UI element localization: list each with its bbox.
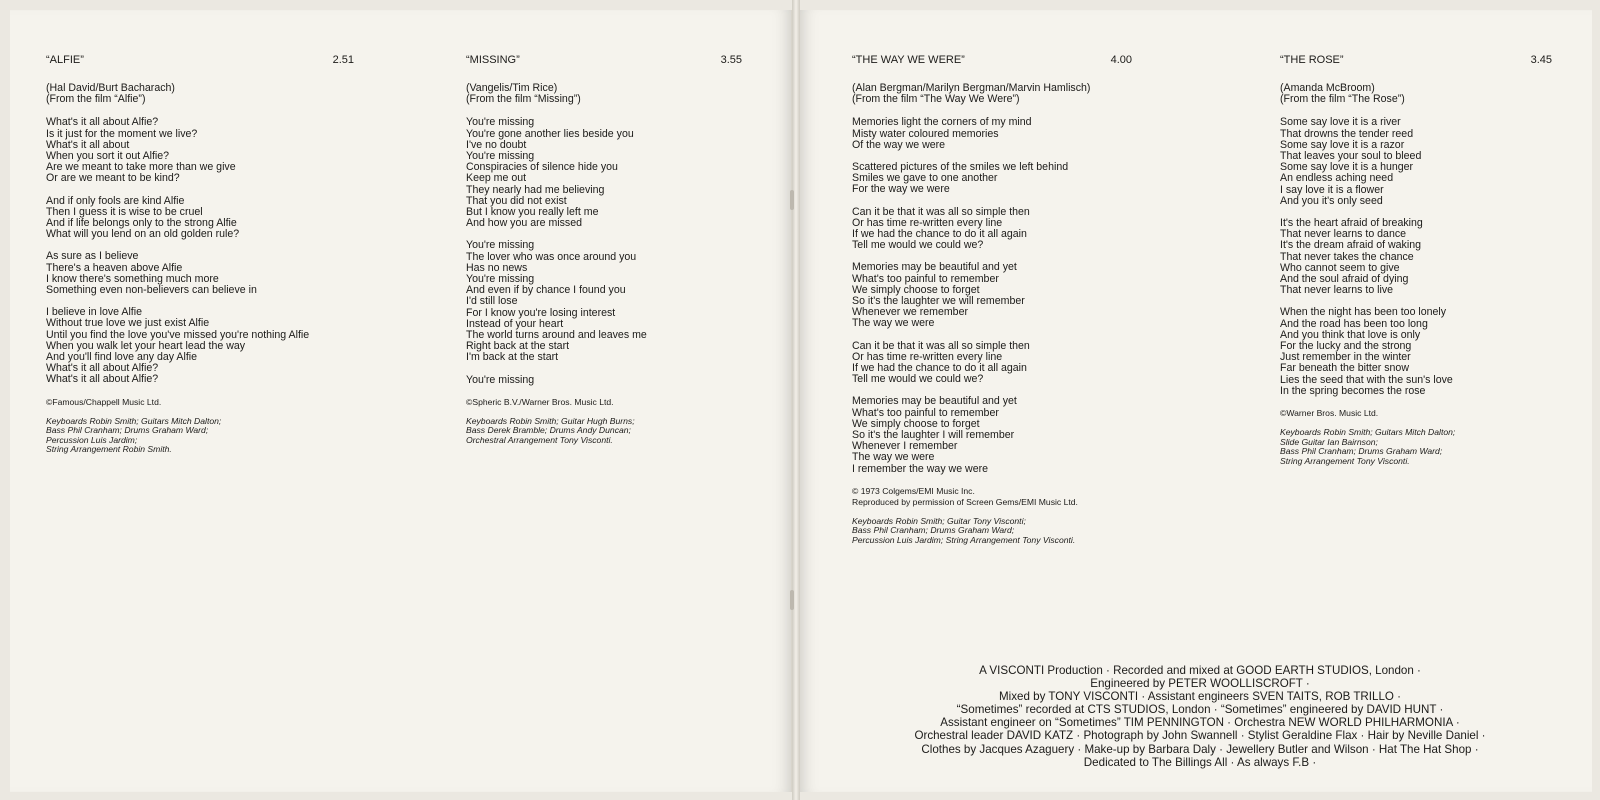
production-credit-line: Mixed by TONY VISCONTI · Assistant engineers SVEN TAITS, ROB TRILLO · — [998, 690, 1402, 704]
lyric-line: You're missing — [466, 239, 535, 252]
lyric-line: And even if by chance I found you — [466, 284, 626, 297]
song-block-the-way-we-were — [852, 55, 1132, 546]
lyric-line: When you sort it out Alfie? — [46, 150, 170, 163]
production-credit-line: “Sometimes” recorded at CTS STUDIOS, London · “Sometimes” engineered by DAVID HUNT · — [956, 703, 1444, 717]
song-header — [466, 55, 742, 69]
lyric-stanza — [852, 396, 1132, 474]
lyric-line: Memories may be beautiful and yet — [852, 395, 1017, 408]
musician-line: Keyboards Robin Smith; Guitars Mitch Dalton; — [46, 415, 222, 426]
credit-line: (Hal David/Burt Bacharach) — [46, 82, 175, 94]
lyric-line: I've no doubt — [466, 138, 527, 151]
lyric-line: Until you find the love you've missed you're nothing Alfie — [46, 328, 310, 341]
lyric-line: And if life belongs only to the strong Alfie — [46, 217, 237, 230]
lyric-line: Conspiracies of silence hide you — [466, 161, 618, 174]
song-duration: 4.00 — [1110, 54, 1132, 66]
lyric-line: In the spring becomes the rose — [1280, 384, 1426, 397]
lyric-line: And the soul afraid of dying — [1280, 273, 1409, 286]
song-block-alfie — [46, 55, 354, 455]
lyric-line: The way we were — [852, 451, 935, 464]
lyric-line: We simply choose to forget — [852, 283, 980, 296]
song-header — [46, 55, 354, 69]
lyric-line: What's it all about — [46, 138, 130, 151]
production-credits — [840, 664, 1560, 769]
lyric-line: Who cannot seem to give — [1280, 261, 1400, 274]
lyric-line: I know there's something much more — [46, 272, 219, 285]
lyric-line: Scattered pictures of the smiles we left behind — [852, 161, 1069, 174]
production-credit-line: Dedicated to The Billings All · As always F.B · — [1083, 755, 1317, 769]
lyric-line: If we had the chance to do it all again — [852, 228, 1027, 241]
lyric-line: Then I guess it is wise to be cruel — [46, 205, 203, 218]
lyric-line: If we had the chance to do it all again — [852, 362, 1027, 375]
lyric-line: Or has time re-written every line — [852, 216, 1003, 229]
lyric-line: And the road has been too long — [1280, 317, 1428, 330]
lyric-line: For the way we were — [852, 183, 950, 196]
lyric-line: Just remember in the winter — [1280, 351, 1411, 364]
lyric-line: They nearly had me believing — [466, 183, 605, 196]
credit-line: (From the film “Alfie”) — [46, 93, 146, 106]
staple — [790, 190, 794, 210]
musician-credits — [46, 417, 354, 455]
lyric-line: Some say love it is a razor — [1280, 138, 1405, 151]
lyric-stanza — [1280, 307, 1552, 397]
song-duration: 3.55 — [720, 54, 742, 66]
lyric-line: Instead of your heart — [466, 317, 564, 330]
lyric-stanza — [46, 196, 354, 241]
production-credit-line: Engineered by PETER WOOLLISCROFT · — [1090, 677, 1310, 691]
song-duration: 2.51 — [332, 54, 354, 66]
lyric-line: That never learns to dance — [1280, 228, 1407, 241]
lyric-line: When you walk let your heart lead the way — [46, 339, 246, 352]
musician-credits — [1280, 428, 1552, 466]
lyric-line: Or are we meant to be kind? — [46, 172, 180, 185]
song-header — [1280, 55, 1552, 69]
lyric-line: I remember the way we were — [852, 462, 989, 475]
lyric-line: So it's the laughter I will remember — [852, 429, 1015, 442]
lyric-line: For I know you're losing interest — [466, 306, 616, 319]
song-header — [852, 55, 1132, 69]
copyright-line: ©Warner Bros. Music Ltd. — [1280, 408, 1379, 419]
lyric-line: You're missing — [466, 150, 535, 163]
lyric-line: Something even non-believers can believe in — [46, 284, 257, 297]
production-credit-line: Assistant engineer on “Sometimes” TIM PENNINGTON · Orchestra NEW WORLD PHILHARMONIA · — [940, 716, 1460, 730]
song-title: “ALFIE” — [46, 54, 84, 66]
production-credit-line: Clothes by Jacques Azaguery · Make-up by Barbara Daly · Jewellery Butler and Wilson · Hat The Hat Shop · — [921, 742, 1479, 756]
copyright-line: Reproduced by permission of Screen Gems/EMI Music Ltd. — [852, 496, 1078, 507]
lyric-line: As sure as I believe — [46, 250, 139, 263]
song-title: “THE ROSE” — [1280, 54, 1344, 66]
lyric-stanza — [1280, 218, 1552, 296]
lyric-line: I'd still lose — [466, 295, 518, 308]
credit-line: (From the film “Missing”) — [466, 93, 581, 106]
lyric-line: Whenever I remember — [852, 440, 958, 453]
lyric-line: Or has time re-written every line — [852, 350, 1003, 363]
lyric-line: Whenever we remember — [852, 306, 968, 319]
musician-line: String Arrangement Robin Smith. — [46, 444, 172, 455]
song-duration: 3.45 — [1530, 54, 1552, 66]
lyric-line: But I know you really left me — [466, 206, 599, 219]
lyric-line: For the lucky and the strong — [1280, 340, 1412, 353]
song-title: “THE WAY WE WERE” — [852, 54, 965, 66]
songwriter-credits — [466, 83, 742, 105]
musician-line: Bass Phil Cranham; Drums Graham Ward; — [46, 425, 209, 436]
lyric-line: I believe in love Alfie — [46, 306, 142, 319]
credit-line: (From the film “The Rose”) — [1280, 93, 1405, 106]
lyric-line: That never learns to live — [1280, 284, 1394, 297]
lyric-line: What will you lend on an old golden rule? — [46, 228, 240, 241]
musician-line: Keyboards Robin Smith; Guitar Tony Visconti; — [852, 515, 1026, 526]
song-block-missing — [466, 55, 742, 446]
musician-line: Bass Phil Cranham; Drums Graham Ward; — [1280, 446, 1443, 457]
production-credit-line: Orchestral leader DAVID KATZ · Photograph by John Swannell · Stylist Geraldine Flax · Hair by Neville Daniel · — [914, 729, 1486, 743]
lyric-line: The world turns around and leaves me — [466, 329, 647, 342]
lyric-line: What's it all about Alfie? — [46, 116, 159, 129]
musician-line: Bass Phil Cranham; Drums Graham Ward; — [852, 525, 1015, 536]
lyric-line: Far beneath the bitter snow — [1280, 362, 1409, 375]
lyric-line: You're missing — [466, 116, 535, 129]
lyric-line: I'm back at the start — [466, 351, 559, 364]
lyric-line: Has no news — [466, 261, 528, 274]
staple — [790, 590, 794, 610]
credit-line: (Vangelis/Tim Rice) — [466, 82, 558, 94]
lyric-line: And you it's only seed — [1280, 194, 1383, 207]
lyric-stanza — [852, 262, 1132, 329]
production-credit-line: A VISCONTI Production · Recorded and mixed at GOOD EARTH STUDIOS, London · — [979, 664, 1421, 677]
copyright-line: ©Spheric B.V./Warner Bros. Music Ltd. — [466, 396, 614, 407]
musician-line: Orchestral Arrangement Tony Visconti. — [466, 435, 613, 446]
copyright-line: ©Famous/Chappell Music Ltd. — [46, 396, 162, 407]
lyric-line: Can it be that it was all so simple then — [852, 205, 1030, 218]
lyric-line: Keep me out — [466, 172, 527, 185]
lyric-line: The way we were — [852, 317, 935, 330]
musician-line: String Arrangement Tony Visconti. — [1280, 455, 1410, 466]
lyric-line: That leaves your soul to bleed — [1280, 150, 1422, 163]
musician-line: Keyboards Robin Smith; Guitar Hugh Burns; — [466, 415, 635, 426]
lyric-line: What's it all about Alfie? — [46, 373, 159, 386]
songwriter-credits — [1280, 83, 1552, 105]
lyric-line: And how you are missed — [466, 217, 583, 230]
musician-line: Percussion Luis Jardim; — [46, 434, 138, 445]
booklet-gutter — [792, 0, 800, 800]
lyric-line: An endless aching need — [1280, 172, 1394, 185]
musician-credits — [852, 517, 1132, 546]
lyric-line: Memories light the corners of my mind — [852, 116, 1032, 129]
lyric-stanza — [852, 162, 1132, 196]
lyric-line: That you did not exist — [466, 194, 567, 207]
lyric-stanza — [46, 251, 354, 296]
lyric-line: There's a heaven above Alfie — [46, 261, 183, 274]
lyric-line: Right back at the start — [466, 340, 570, 353]
lyric-line: That drowns the tender reed — [1280, 127, 1414, 140]
lyric-line: I say love it is a flower — [1280, 183, 1384, 196]
lyric-line: It's the heart afraid of breaking — [1280, 217, 1423, 230]
credit-line: (Alan Bergman/Marilyn Bergman/Marvin Hamlisch) — [852, 82, 1091, 94]
lyric-line: Some say love it is a river — [1280, 116, 1401, 129]
lyric-line: Can it be that it was all so simple then — [852, 339, 1030, 352]
lyric-line: You're missing — [466, 273, 535, 286]
credit-line: (Amanda McBroom) — [1280, 82, 1375, 94]
lyric-line: Memories may be beautiful and yet — [852, 261, 1017, 274]
lyric-line: Without true love we just exist Alfie — [46, 317, 210, 330]
lyric-line: You're missing — [466, 373, 535, 386]
lyric-stanza — [466, 117, 742, 229]
copyright-notice — [852, 486, 1132, 508]
lyric-line: And you think that love is only — [1280, 328, 1421, 341]
lyric-line: Of the way we were — [852, 138, 946, 151]
lyric-stanza — [852, 341, 1132, 386]
lyric-line: What's too painful to remember — [852, 406, 999, 419]
song-block-the-rose — [1280, 55, 1552, 466]
lyric-line: And if only fools are kind Alfie — [46, 194, 185, 207]
copyright-notice — [1280, 408, 1552, 419]
lyric-line: What's too painful to remember — [852, 272, 999, 285]
credit-line: (From the film “The Way We Were”) — [852, 93, 1020, 106]
lyric-line: Is it just for the moment we live? — [46, 127, 198, 140]
lyric-line: That never takes the chance — [1280, 250, 1414, 263]
lyric-line: It's the dream afraid of waking — [1280, 239, 1421, 252]
musician-line: Percussion Luis Jardim; String Arrangement Tony Visconti. — [852, 535, 1076, 546]
lyric-line: Are we meant to take more than we give — [46, 161, 236, 174]
musician-line: Keyboards Robin Smith; Guitars Mitch Dalton; — [1280, 427, 1456, 438]
lyric-line: When the night has been too lonely — [1280, 306, 1447, 319]
song-title: “MISSING” — [466, 54, 520, 66]
lyric-line: Smiles we gave to one another — [852, 172, 998, 185]
lyric-line: Some say love it is a hunger — [1280, 161, 1414, 174]
lyric-line: We simply choose to forget — [852, 417, 980, 430]
lyric-line: The lover who was once around you — [466, 250, 637, 263]
songwriter-credits — [852, 83, 1132, 105]
musician-line: Slide Guitar Ian Bairnson; — [1280, 436, 1378, 447]
lyric-line: Misty water coloured memories — [852, 127, 999, 140]
copyright-notice — [46, 397, 354, 408]
musician-line: Bass Derek Bramble; Drums Andy Duncan; — [466, 425, 631, 436]
lyric-stanza — [466, 240, 742, 363]
lyric-stanza — [466, 375, 742, 386]
lyric-stanza — [1280, 117, 1552, 207]
lyric-stanza — [46, 117, 354, 184]
copyright-notice — [466, 397, 742, 408]
musician-credits — [466, 417, 742, 446]
lyric-line: What's it all about Alfie? — [46, 362, 159, 375]
lyric-stanza — [46, 307, 354, 385]
lyric-line: You're gone another lies beside you — [466, 127, 634, 140]
copyright-line: © 1973 Colgems/EMI Music Inc. — [852, 485, 975, 496]
lyric-line: Lies the seed that with the sun's love — [1280, 373, 1453, 386]
lyric-line: Tell me would we could we? — [852, 239, 984, 252]
lyric-line: So it's the laughter we will remember — [852, 295, 1025, 308]
songwriter-credits — [46, 83, 354, 105]
lyric-stanza — [852, 117, 1132, 151]
lyric-line: And you'll find love any day Alfie — [46, 351, 198, 364]
lyric-stanza — [852, 207, 1132, 252]
lyric-line: Tell me would we could we? — [852, 373, 984, 386]
